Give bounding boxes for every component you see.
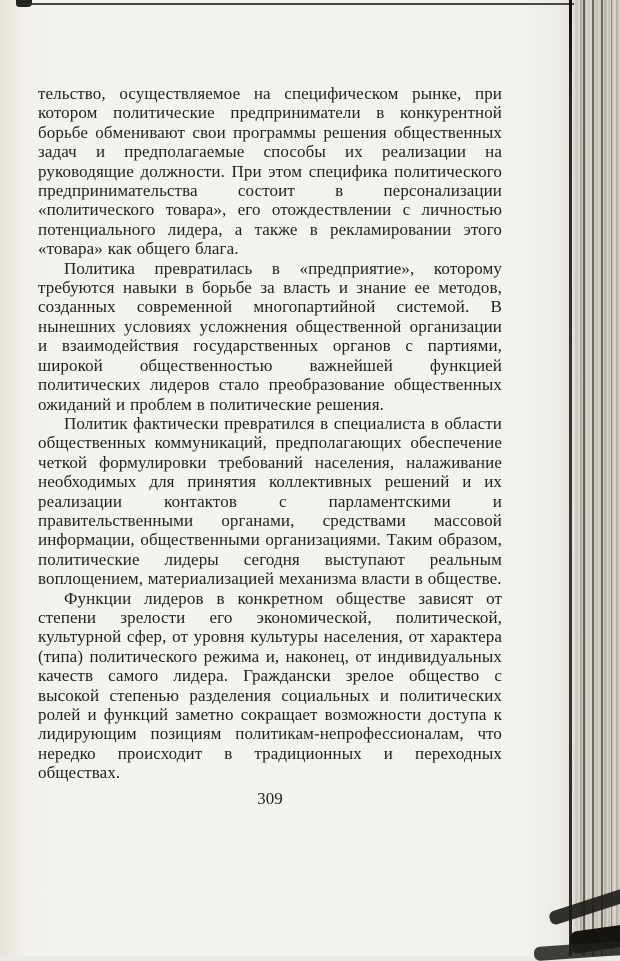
page-edge-line bbox=[592, 0, 594, 956]
page-edge-line bbox=[583, 0, 585, 956]
page-edge-line bbox=[611, 0, 612, 956]
paragraph: Функции лидеров в конкретном обществе зависят от степени зрелости его экономической, политической, культурной сфер, от уровня культуры населения, от характера (типа) политического режима и, наконец, от индивидуальных качеств самого лидера. Граждански зрелое общество с высокой степенью разделения социальных и политических ролей и функций заметно сокращает возможности доступа к лидирующим позициям политикам-непрофессионалам, что нередко происходит в традиционных и переходных обществах. bbox=[38, 589, 502, 783]
page-edge-line bbox=[601, 0, 603, 956]
paragraph: Политик фактически превратился в специалиста в области общественных коммуникаций, предполагающих обеспечение четкой формулировки требований населения, налаживание необходимых для принятия коллективных решений и их реализации контактов с парламентскими и правительственными органами, средствами массовой информации, общественными организациями. Таким образом, политические лидеры сегодня выступают реальным воплощением, материализацией механизма власти в обществе. bbox=[38, 414, 502, 589]
paragraph: тельство, осуществляемое на специфическом рынке, при котором политические предприниматели в конкурентной борьбе обменивают свои программы решения общественных задач и предполагаемые способы их реализации на руководящие должности. При этом специфика политического предпринимательства состоит в персонализации «политического товара», его отождествлении с личностью потенциального лидера, а также в рекламировании этого «товара» как общего блага. bbox=[38, 84, 502, 259]
scan-artifact-top-line bbox=[26, 3, 620, 5]
book-page-edges-texture bbox=[574, 0, 620, 956]
page-text-column bbox=[38, 84, 502, 808]
book-spine-line bbox=[569, 0, 572, 956]
page-number: 309 bbox=[38, 789, 502, 808]
paragraph: Политика превратилась в «предприятие», которому требуются навыки в борьбе за власть и знание ее методов, созданных современной многопартийной системой. В нынешних условиях усложнения общественной организации и взаимодействия государственных органов с партиями, широкой общественностью важнейшей функцией политических лидеров стало преобразование общественных ожиданий и проблем в политические решения. bbox=[38, 259, 502, 414]
scan-artifact-bottom-right bbox=[534, 941, 620, 961]
